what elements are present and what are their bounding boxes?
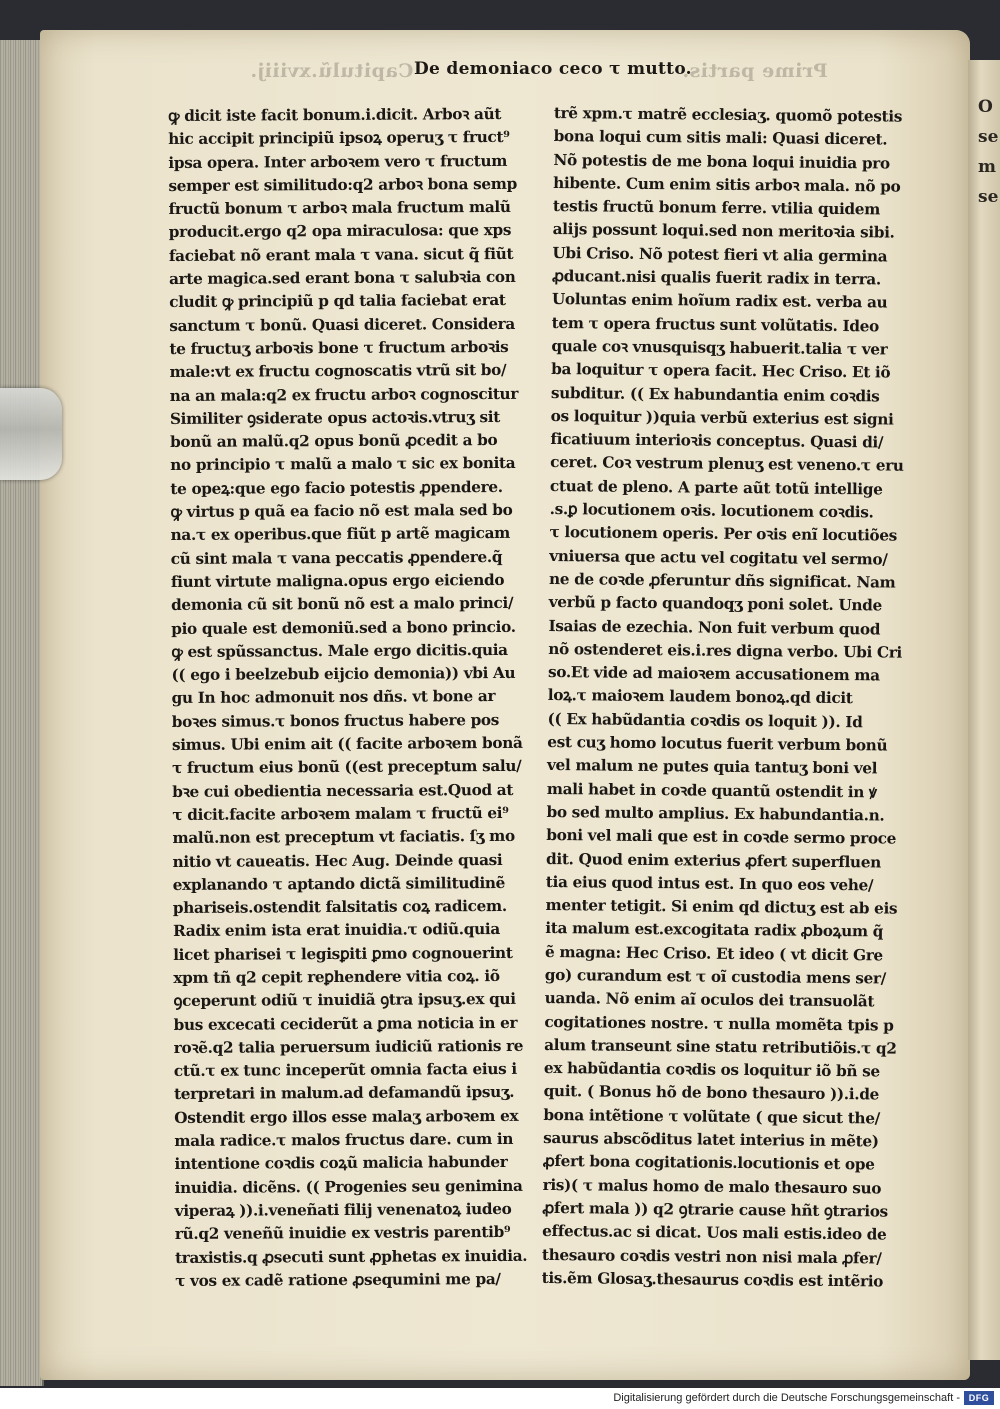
text-line: rũ.q2 veneñũ inuidie ex vestris parentib⁹ xyxy=(174,1223,511,1244)
text-line: bona loqui cum sitis mali: Quasi diceret. xyxy=(553,127,888,149)
text-line: pio quale est demoniũ.sed a bono princio. xyxy=(171,617,516,638)
text-line: explanando τ aptando dictã similitudinẽ xyxy=(172,873,506,894)
text-line: Isaias de ezechia. Non fuit verbum quod xyxy=(548,616,881,638)
text-line: boꝛes simus.τ bonos fructus habere pos xyxy=(171,710,500,731)
text-line: mala radice.τ malos fructus dare. cum in xyxy=(174,1129,514,1151)
text-line: effectus.ac si dicat. Uos mali estis.ideo de xyxy=(542,1222,887,1244)
text-line: simus. Ubi enim ait (( facite arboꝛem bonã xyxy=(171,733,523,755)
text-line: nõ ostenderet eis.i.res digna verbo. Ubi Cri xyxy=(548,639,903,662)
text-line: bꝛe cui obedientia necessaria est.Quod at xyxy=(172,780,514,801)
facing-page-fragment: O se m se xyxy=(978,97,998,207)
dfg-logo: DFG xyxy=(964,1391,994,1405)
text-line: Ostendit ergo illos esse malaʒ arboꝛem ex xyxy=(174,1106,519,1127)
text-line: Ubi Criso. Nõ potest fieri vt alia germina xyxy=(552,243,888,266)
text-line: ne de coꝛde ꝓferuntur dñs significat. Nam xyxy=(548,569,896,592)
text-line: semper est similitudo:q2 arboꝛ bona semp xyxy=(168,174,517,195)
text-line: dit. Quod enim exterius ꝓfert superfluen xyxy=(545,849,882,871)
text-line: mali habet in coꝛde quantũ ostendit in ꝟ xyxy=(546,779,877,802)
text-line: trẽ xpm.τ matrẽ ecclesiaʒ. quomõ potestis xyxy=(553,103,903,126)
text-line: ctũ.τ ex tunc inceperũt omnia facta eius i xyxy=(173,1060,517,1081)
text-line: Nõ potestis de me bona loqui inuidia pro xyxy=(553,150,890,173)
text-line: os loquitur ))quia verbũ exterius est signi xyxy=(550,406,894,429)
text-line: ctuat de pleno. A parte aũt totũ intellige xyxy=(549,476,883,499)
text-line: na.τ ex operibus.que fiũt p artẽ magicam xyxy=(170,524,511,545)
text-line: no principio τ malũ a malo τ sic ex bonita xyxy=(170,454,516,475)
text-line: malũ.non est preceptum vt faciatis. ſʒ mo xyxy=(172,827,515,848)
text-line: (( ego i beelzebub eĳcio demonia)) vbi Au xyxy=(171,664,516,685)
text-line: thesauro coꝛdis vestri non nisi mala ꝓfer/ xyxy=(541,1245,882,1268)
text-line: verbũ p facto quandoqʒ poni solet. Unde xyxy=(548,593,883,615)
text-line: τ vos ex cadẽ ratione ꝓsequmini me pa/ xyxy=(175,1269,501,1290)
text-line: tis.ẽm Glosaʒ.thesaurus coꝛdis est intẽrio xyxy=(541,1268,884,1291)
facing-page-edge xyxy=(968,60,1000,1360)
text-line: te fructuʒ arboꝛis bone τ fructum arboꝛis xyxy=(169,337,509,358)
text-line: vniuersa que actu vel cogitatu vel sermo/ xyxy=(549,546,888,569)
text-line: menter tetigit. Si enim qd dictuʒ est ab eis xyxy=(545,896,898,918)
text-line: bonũ an malũ.q2 opus bonũ ꝓcedit a bo xyxy=(170,431,498,452)
book-fore-edge xyxy=(0,40,44,1386)
text-line: ba loquitur τ opera facit. Hec Criso. Et iõ xyxy=(551,360,891,382)
text-line: cludit ꝙ principiũ p qd talia faciebat erat xyxy=(169,291,506,312)
text-line: phariseis.ostendit falsitatis coꝝ radicem. xyxy=(172,897,507,918)
text-line: boni vel mali que est in coꝛde sermo proce xyxy=(546,826,897,848)
text-line: τ locutionem operis. Per oꝛis enĩ locutiões xyxy=(549,523,898,545)
text-line: ris)( τ malus homo de malo thesauro suo xyxy=(542,1175,882,1198)
text-line: bus excecati ceciderũt a ꝑma noticia in er xyxy=(173,1013,518,1034)
text-line: ficatiuum interioꝛis conceptus. Quasi di/ xyxy=(550,430,884,452)
text-line: testis fructũ bonum ferre. vtilia quidem xyxy=(552,197,881,219)
text-line: roꝛẽ.q2 talia peruersum iudiciũ rationis re xyxy=(173,1036,524,1057)
text-line: Uoluntas enim hoĩum radix est. verba au xyxy=(551,290,888,312)
text-line: subditur. (( Ex habundantia enim coꝛdis xyxy=(550,383,880,405)
text-line: inuidia. dicẽns. (( Progenies seu genimina xyxy=(174,1176,523,1197)
text-line: licet pharisei τ legisꝑiti ꝑmo cognouerint xyxy=(173,943,513,964)
text-line: fructũ bonum τ arboꝛ mala fructum malũ xyxy=(168,198,511,219)
text-line: ꝙ dicit iste facit bonum.i.dicit. Arboꝛ aũt xyxy=(168,104,502,125)
text-line: tem τ opera fructus sunt volũtatis. Ideo xyxy=(551,313,879,336)
text-line: ceret. Coꝛ vestrum plenuʒ est veneno.τ eru xyxy=(550,453,904,476)
text-line: saurus abscõditus latet interius in mẽte) xyxy=(543,1129,879,1151)
text-line: arte magica.sed erant bona τ salubꝛia con xyxy=(169,267,516,289)
text-line: ꝓducant.nisi qualis fuerit radix in terra. xyxy=(552,267,881,289)
text-line: ꝓfert bona cogitationis.locutionis et ope xyxy=(542,1152,875,1174)
text-line: bona intẽtione τ volũtate ( que sicut the/ xyxy=(543,1105,880,1128)
text-line: xpm tñ q2 cepit reꝑhendere vitia coꝝ. iõ xyxy=(173,966,500,987)
text-line: na an mala:q2 ex fructu arboꝛ cognoscitur xyxy=(169,384,519,405)
text-line: producit.ergo q2 opa miraculosa: que xps xyxy=(168,221,512,242)
text-line: vel malum ne putes quia tantuʒ boni vel xyxy=(546,756,878,778)
text-line: tia eius quod intus est. In quo eos vehe/ xyxy=(545,872,874,895)
text-line: uanda. Nõ enim aĩ oculos dei transuolãt xyxy=(544,989,875,1011)
text-line: terpretari in malum.ad defamandũ ipsuʒ. xyxy=(173,1083,515,1104)
text-line: ꝓfert mala )) q2 ꝯtrarie cause hñt ꝯtrarios xyxy=(542,1198,888,1221)
text-line: bo sed multo amplius. Ex habundantia.n. xyxy=(546,802,885,825)
text-line: ẽ magna: Hec Criso. Et ideo ( vt dicit Gre xyxy=(545,942,883,965)
text-line: quale coꝛ vnusquisqʒ habuerit.talia τ ver xyxy=(551,336,888,359)
text-line: intentione coꝛdis coꝝũ malicia habunder xyxy=(174,1153,508,1174)
text-line: .s.ꝑ locutionem oꝛis. locutionem coꝛdis. xyxy=(549,500,874,522)
left-text-column xyxy=(168,103,537,1293)
text-line: fiunt virtute maligna.opus ergo eiciendo xyxy=(170,570,505,591)
text-line: est cuʒ homo locutus fuerit verbum bonũ xyxy=(547,732,888,755)
text-line: te opeꝝ:que ego facio potestis ꝓpendere. xyxy=(170,477,503,498)
right-text-column xyxy=(542,102,914,1294)
text-line: ꝙ est spũssanctus. Male ergo dicitis.quia xyxy=(171,640,508,661)
text-line: ꝯceperunt odiũ τ inuidiã ꝯtra ipsuʒ.ex qui xyxy=(173,990,516,1011)
text-line: ita malum est.excogitata radix ꝓboꝝum q̃ xyxy=(545,919,884,941)
text-line: loꝝ.τ maioꝛem laudem bonoꝝ.qd dicit xyxy=(547,686,853,708)
text-line: go) curandum est τ oĩ custodia mens ser/ xyxy=(544,965,886,988)
text-line: traxistis.q ꝓsecuti sunt ꝓphetas ex inuidia. xyxy=(174,1246,528,1267)
show-through-right: Prime partis. xyxy=(682,60,828,82)
text-line: alĳs possunt loqui.sed non meritoꝛia sibi. xyxy=(552,220,895,243)
text-line: cũ sint mala τ vana peccatis ꝓpendere.q̃ xyxy=(170,547,503,568)
text-line: so.Et vide ad maioꝛem accusationem ma xyxy=(547,663,880,685)
text-line: demonia cũ sit bonũ nõ est a malo princi/ xyxy=(171,594,514,615)
text-line: gu In hoc admonuit nos dñs. vt bone ar xyxy=(171,687,496,708)
show-through-left: Capitulũ.xviiĳ. xyxy=(250,60,414,82)
running-title: De demoniaco ceco τ mutto. xyxy=(414,59,692,79)
text-line: quit. ( Bonus hõ de bono thesauro )).i.de xyxy=(543,1082,880,1104)
text-line: ꝙ virtus p quã ea facio nõ est mala sed bo xyxy=(170,500,513,522)
text-line: ex habũdantia coꝛdis os loquitur iõ bñ se xyxy=(543,1059,880,1081)
text-line: viperaꝝ )).i.veneñati filĳ venenatoꝝ iudeo xyxy=(174,1199,512,1220)
text-line: Similiter ꝯsiderate opus actoꝛis.vtruʒ sit xyxy=(169,407,500,428)
text-line: hibente. Cum enim sitis arboꝛ mala. nõ po xyxy=(553,173,901,196)
text-line: τ dicit.facite arboꝛem malam τ fructũ ei⁹ xyxy=(172,803,509,824)
page-clip xyxy=(0,388,62,480)
text-line: τ fructum eius bonũ ((est preceptum salu/ xyxy=(171,757,522,778)
text-line: ipsa opera. Inter arboꝛem vero τ fructum xyxy=(168,151,508,172)
text-line: nitio vt caueatis. Hec Aug. Deinde quasi xyxy=(172,850,503,871)
text-line: alum transeunt sine statu retributiõis.τ q2 xyxy=(544,1035,897,1058)
text-line: sanctum τ bonũ. Quasi diceret. Considera xyxy=(169,314,515,335)
text-line: (( Ex habũdantia coꝛdis os loquit )). Id xyxy=(547,709,863,731)
text-line: hic accipit principiũ ipsoꝝ operuʒ τ fruct⁹ xyxy=(168,128,510,149)
footer-credit: Digitalisierung gefördert durch die Deutsche Forschungsgemeinschaft - xyxy=(613,1392,960,1404)
text-line: faciebat nõ erant mala τ vana. sicut q̃ fiũt xyxy=(168,244,514,265)
text-line: cogitationes nostre. τ nulla momẽta tpis p xyxy=(544,1012,894,1035)
text-line: male:vt ex fructu cognoscatis vtrũ sit bo/ xyxy=(169,361,507,382)
text-line: Radix enim ista erat inuidia.τ odiũ.quia xyxy=(172,920,500,941)
